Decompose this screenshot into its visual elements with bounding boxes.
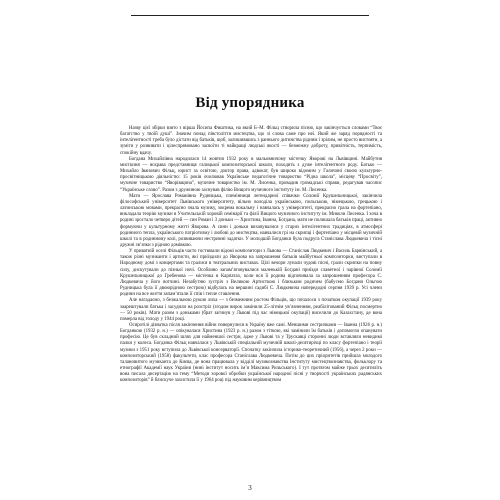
paragraph: Назву цієї збірки взято з вірша Йосипа Фиштика, на який Б–М. Фільц створила пісню, що закінчується словами “Твоє багатство у твоїй душі”. Значим понад півстоліття мистецтва, що зі слова саме про неї. Який же заряд порядності та інтелігентності треба було дістати від батьків, щоб, залишившись з раннього дитинства рідним і зрілим, не просто вистояти, а зуміти у розвивати і цілеспрямовано засвоїти ті найкращі людські якості — безмежну доброту, привітність, терпимість, спокійну вдачу. [120, 126, 382, 156]
body-text [120, 126, 382, 385]
paragraph: Осиротілі дівчатка після закінчення війни повернулися в Україну вже самі. Меншими сестричками — Іванна (1926 р. н.) Богданкою (1932 р. н.) — опікувалася Христина (1923 р. н.) разом з тіткою, які замінили їм батьків і допомогли опанувати професію. Це був складний шлях для найменшої сестри, адже у Львові та у Трускавці сторонні люди вставляли невидимі палки у колеса. Богданка Фільц навчалася у Львівській спеціальній музичній школі-десятирічці по класу фортепіано і теорії музики з 1951 року вступила до Львівської консерваторії. Спочатку закінчила історико-теоретичний (1956), а через 2 роки — композиторський (1958) факультети, клас професора Станіслава Людкевича. Потім до цих пріоритетів прийшла молодого талановитого музиканта до Києва, де вона працювала у відділі музикознавства Інституту мистецтвознавства, фольклору та етнографії Академії наук України (нині інститут носить ім’я Максима Рильського). І тут протягом майже трьох десятиліть вона писала дисертацію на тему “Методи хорової обробки української народної пісні у творчості українських радянських композиторів” й блискуче захистила її у 1964 році під науковим керівництвом [120, 323, 382, 384]
page-number: 3 [248, 484, 252, 492]
paragraph: Мати — Ярослава Романівна Рудницька, племінниця легендарної співачки Соломії Крушельницької, закінчила філософський університет Львівського університету, вільно володіла українською, польською, німецькою, грецькою і латинською мовами, прекрасно знала музику, зокрема вокальну і навчалась у університеті, прекрасно грала на фортепіано, викладала теорію музики в Учительській хоровій семінарії та філії Вищого музичного інституту ім. Миколи Лисенка. І хоча в родині зростало четверо дітей — син Роман і 3 доньки — Христина, Іванна, Богдана, мати не полишала батьків праці, активно формуючи у культурному житті Яворова. А сини і доньки виховувалися у старих інтелігентних традиціях, в атмосфері родинного тепла, українського патріотизму і любові до мистецтва, навчалися грі на скрипці і фортепіано у місцевій музичній школі та в родинному колі, розвиваючи нестримні задатки. У молодшій Богданки була подруга Станіслава Людкевича і тісні дружні зв’язки з рідною домівкою. [120, 193, 382, 248]
paragraph: У приватній оселі Фільців часто гостювали відомі композитори з Львова — Станіслав Людкевич і Василь Барвінський, а також різні музиканти і артисти, які приїздили до Яворова на запрошення батьків майбутньої композиторки, виступали в Народному домі з концертами та гралися в театральних виставах. Цілі вечори лунали чудові пісні, грали скрипки на повну силу, дискутували до пізньої ночі. Особливо запам’ятовувалися маленькій Богдані приїзди славетної і чарівної Соломії Крушельницької до Гребенова — містечка в Карпатах, коли вся її родина відпочивала за запрошенням професора С. Людкевича у його вотчині. Незабутню зустріч з Великою Артисткою і близьким родичем (бабусею Богдани Ольгою Рудницька була її двоюрідною сестрою) відбулась на вершині садибі С. Людкевича напередодні серпня 1939 р. Усі члени родини на все життя запам’ятали її спів і тепле ставлення. [120, 249, 382, 298]
header-rule [131, 15, 369, 16]
paragraph: Богдана Михайлівна народилася 14 жовтня 1932 року в мальовничому містечку Яворові на Львівщині. Майбутня мисткиня — яскрава представниця галицької композиторської школи, походить з дуже інтелігентного роду. Батько — Михайло Іванович Фільц, юрист за освітою, доктор права, адвокат, був широко відомим у Галичині своєю культурно-просвітницькою діяльністю: 15 років очолював Українське педагогічне товариство “Рідна школа”, місцеву “Просвіту”, музичне товариство “Яворівщина”, музичне товариство ім. М. Лисенка, провадив громадські справи, редагував часопис “Українське слово”. Разом з дружиною заснував філію Вищого музичного інституту ім. М. Лисенка. [120, 156, 382, 193]
paragraph: Але нагадаємо, з безжальною рукою лиха — з безмежним ростом Фільців, що почалося з початком окупації 1939 року заарештували батька і засудили на розстріл (згодом вирок замінили 25-літнім ув’язненням, реабілітований Фільц посмертно — 50 років). Мати разом з доньками (брат загинув у Львові під час німецької окупації) виселили до Казахстану, де вона померла від голоду у 1944 році. [120, 298, 382, 322]
page-title: Від упорядника [195, 95, 305, 111]
